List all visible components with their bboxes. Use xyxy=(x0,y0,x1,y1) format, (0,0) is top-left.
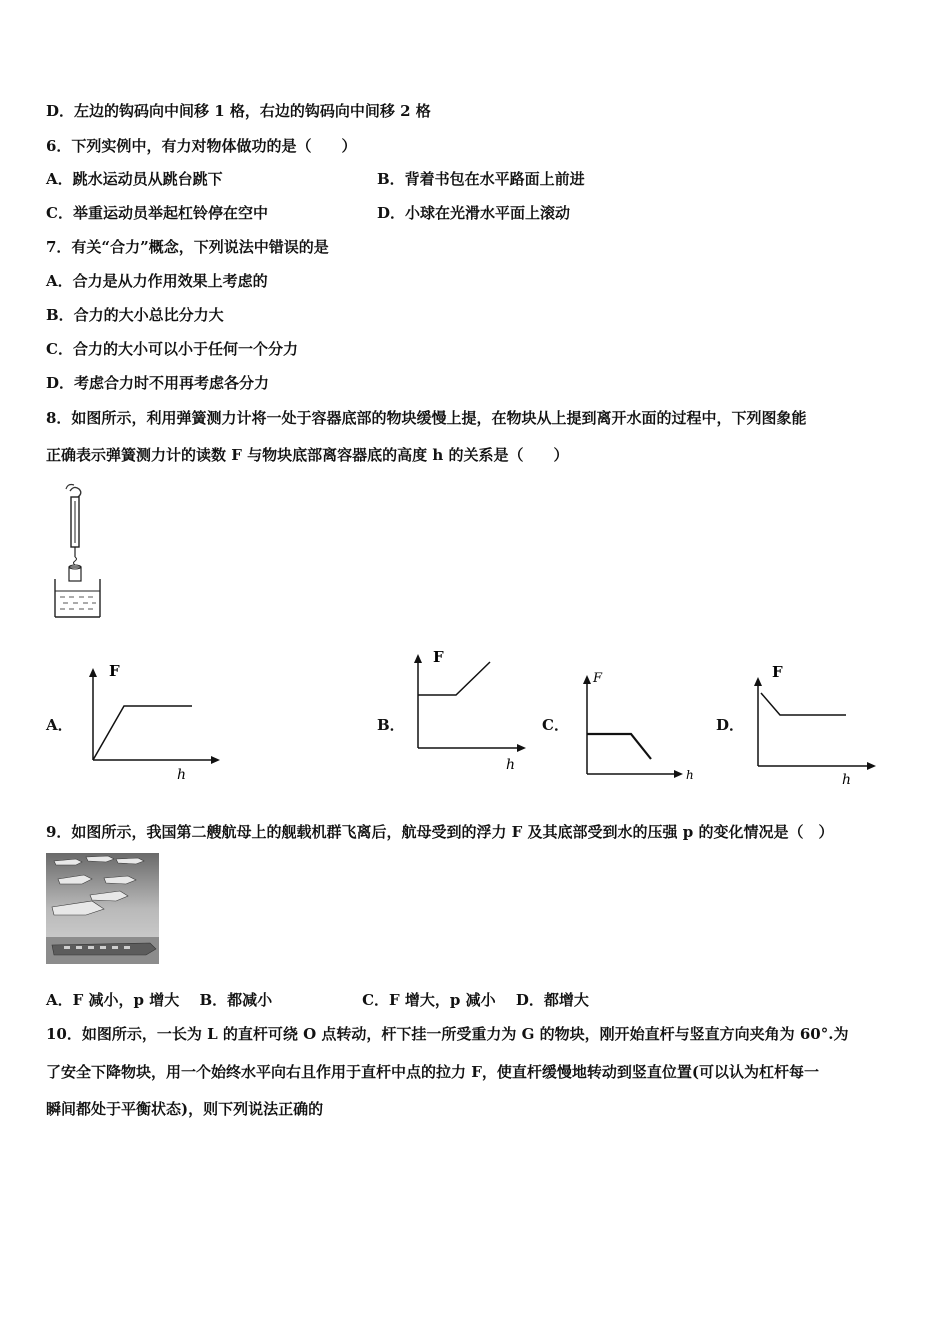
graph-a xyxy=(82,660,227,785)
q5-option-d: D．左边的钩码向中间移 1 格，右边的钩码向中间移 2 格 xyxy=(46,102,431,120)
q8-stem-line1: 8．如图所示，利用弹簧测力计将一处于容器底部的物块缓慢上提，在物块从上提到离开水面的过程中，下列图象能 xyxy=(46,409,807,427)
graph-c xyxy=(575,660,700,785)
q6-stem: 6．下列实例中，有力对物体做功的是（ ） xyxy=(46,137,357,155)
q9-stem: 9．如图所示，我国第二艘航母上的舰载机群飞离后，航母受到的浮力 F 及其底部受到水的压强 p 的变化情况是（ ） xyxy=(46,823,834,841)
q10-stem-line3: 瞬间都处于平衡状态)，则下列说法正确的 xyxy=(46,1100,324,1118)
q9-options: A．F 减小，p 增大 B．都减小 C．F 增大，p 减小 D．都增大 xyxy=(46,991,589,1009)
q6-option-b: B．背着书包在水平路面上前进 xyxy=(377,170,585,188)
graph-b xyxy=(408,645,538,775)
option-c-label: C． xyxy=(542,716,569,734)
graph-c-x-label: h xyxy=(686,768,694,782)
q7-option-d: D．考虑合力时不用再考虑各分力 xyxy=(46,374,270,392)
q10-stem-line1: 10．如图所示，一长为 L 的直杆可绕 O 点转动，杆下挂一所受重力为 G 的物块，刚开始直杆与竖直方向夹角为 60°.为 xyxy=(46,1025,849,1043)
q10-stem-line2: 了安全下降物块，用一个始终水平向右且作用于直杆中点的拉力 F，使直杆缓慢地转动到竖直位置(可以认为杠杆每一 xyxy=(46,1063,819,1081)
graph-a-x-label: h xyxy=(177,767,187,783)
q6-option-d: D．小球在光滑水平面上滚动 xyxy=(377,204,571,222)
q6-option-c: C．举重运动员举起杠铃停在空中 xyxy=(46,204,268,222)
graph-d xyxy=(750,660,885,785)
q8-stem-line2: 正确表示弹簧测力计的读数 F 与物块底部离容器底的高度 h 的关系是（ ） xyxy=(46,446,569,464)
q7-option-a: A．合力是从力作用效果上考虑的 xyxy=(46,272,268,290)
q6-option-a: A．跳水运动员从跳台跳下 xyxy=(46,170,223,188)
graph-a-y-label: F xyxy=(109,662,120,680)
option-b-label: B． xyxy=(377,716,405,734)
graph-b-x-label: h xyxy=(506,757,516,773)
graph-b-y-label: F xyxy=(433,648,444,666)
graph-d-y-label: F xyxy=(772,663,783,681)
q7-stem: 7．有关“合力”概念，下列说法中错误的是 xyxy=(46,238,329,256)
option-d-label: D． xyxy=(716,716,745,734)
graph-c-y-label: F xyxy=(593,671,603,686)
q7-option-b: B．合力的大小总比分力大 xyxy=(46,306,224,324)
q7-option-c: C．合力的大小可以小于任何一个分力 xyxy=(46,340,298,358)
graph-d-x-label: h xyxy=(842,772,852,785)
carrier-photo xyxy=(46,853,159,964)
spring-scale-figure xyxy=(52,483,112,623)
option-a-label: A． xyxy=(46,716,73,734)
